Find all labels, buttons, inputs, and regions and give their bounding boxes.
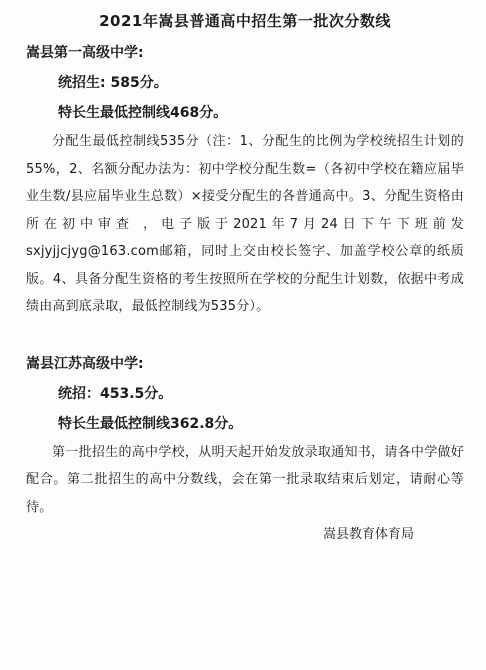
special-talent-score: 特长生最低控制线468分。 xyxy=(58,105,228,121)
admission-notice: 第一批招生的高中学校，从明天起开始发放录取通知书，请各中学做好配合。第二批招生的高中分数线，会在第一批录取结束后划定，请耐心等待。 xyxy=(26,444,464,515)
section-spacer xyxy=(26,321,464,349)
general-admission-score: 统招：453.5分。 xyxy=(58,385,173,402)
document-title: 2021年嵩县普通高中招生第一批次分数线 xyxy=(99,12,391,30)
school-name: 嵩县江苏高级中学: xyxy=(26,355,144,372)
section-first-high-school xyxy=(26,38,464,321)
school-name: 嵩县第一高级中学: xyxy=(26,45,144,61)
special-talent-score: 特长生最低控制线362.8分。 xyxy=(58,415,243,432)
issuing-authority: 嵩县教育体育局 xyxy=(322,527,414,542)
section-jiangsu-high-school xyxy=(26,349,464,439)
allocation-note: 分配生最低控制线535分（注：1、分配生的比例为学校统招生计划的55%，2、名额分配办法为：初中学校分配生数=（各初中学校在籍应届毕业生数/县应届毕业生总数）×接受分配生的各普通高中。3、分配生资格由所在初中审查 ，电子版于2021年7月24日下午下班前发sxjyjjcjyg@163.com邮箱，同时上交由校长签字、加盖学校公章的纸质版。4、具备分配生资格的考生按照所在学校的分配生计划数，依据中考成绩由高到底录取，最低控制线为535分）。 xyxy=(26,134,464,314)
general-admission-score: 统招生: 585分。 xyxy=(58,75,168,91)
